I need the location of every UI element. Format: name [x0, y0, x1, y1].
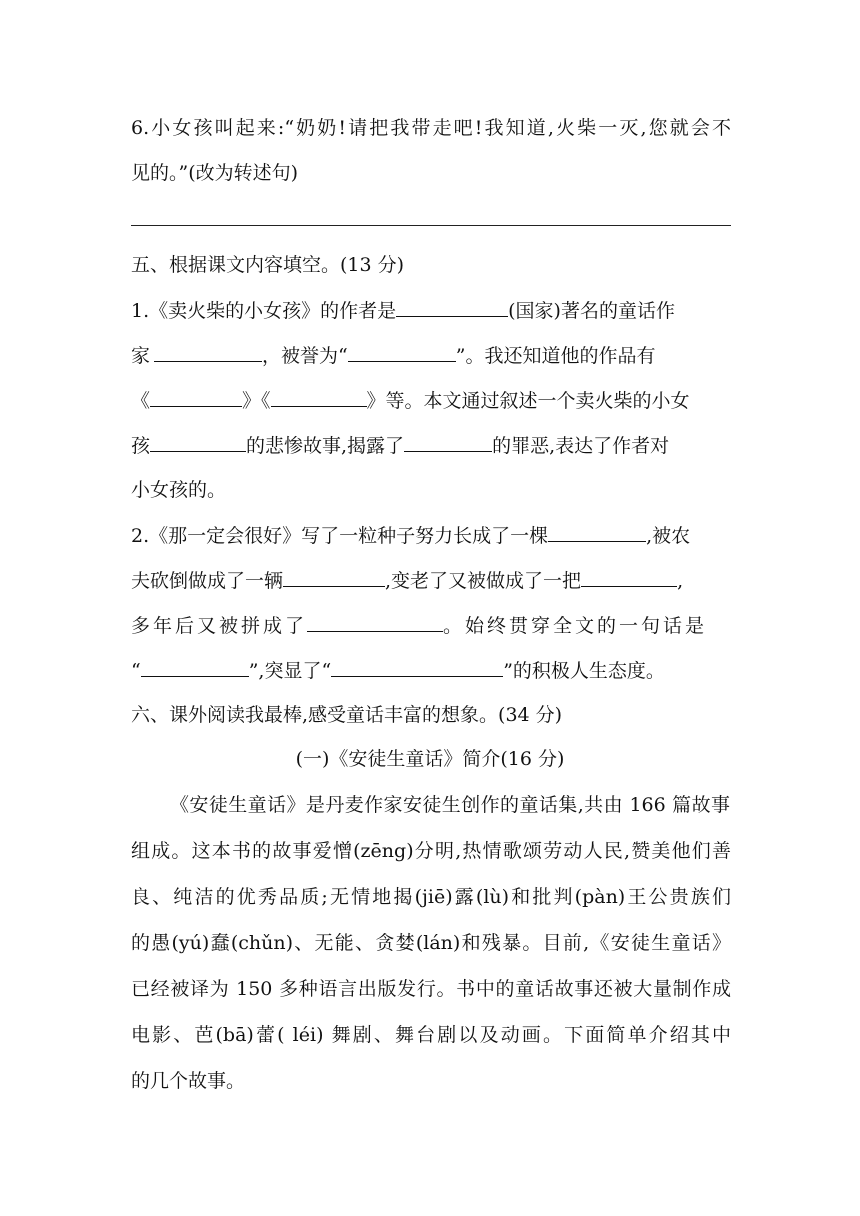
passage-line-4: 的愚(yú)蠢(chǔn)、无能、贪婪(lán)和残暴。目前,《安徒生童话》 [131, 932, 731, 954]
s5-q1-line4 [131, 433, 731, 458]
s5-q1-l2-text-c: ”。我还知道他的作品有 [455, 345, 656, 367]
s5-q2-l4-text-a: “ [131, 660, 141, 682]
s5-q2-l4-text-c: ”的积极人生态度。 [503, 660, 665, 682]
blank-author-country[interactable] [396, 298, 508, 317]
s5-q1-line2 [131, 343, 731, 368]
blank-vehicle[interactable] [283, 568, 385, 587]
s5-q1-l3-text-a: 《 [131, 390, 151, 412]
s5-q2-l1-text-a: 2.《那一定会很好》写了一粒种子努力长成了一棵 [131, 525, 549, 547]
s5-q1-l1-text-a: 1.《卖火柴的小女孩》的作者是 [131, 300, 397, 322]
s5-q2-l2-text-c: , [677, 570, 684, 592]
passage-line-3: 良、纯洁的优秀品质;无情地揭(jiē)露(lù)和批判(pàn)王公贵族们 [131, 886, 731, 908]
passage-line-5: 已经被译为 150 多种语言出版发行。书中的童话故事还被大量制作成 [131, 978, 731, 1000]
passage-line-7: 的几个故事。 [131, 1070, 246, 1092]
section6-title: 六、课外阅读我最棒,感受童话丰富的想象。(34 分) [131, 704, 563, 726]
s5-q1-l4-text-c: 的罪恶,表达了作者对 [492, 435, 670, 457]
blank-chair[interactable] [581, 568, 677, 587]
s5-q2-l3-text-b: 。始终贯穿全文的一句话是 [443, 615, 708, 637]
blank-girl-story[interactable] [150, 433, 246, 452]
s5-q1-l4-text-a: 孩 [131, 435, 151, 457]
passage-line-6: 电影、芭(bā)蕾( léi) 舞剧、舞台剧以及动画。下面简单介绍其中 [131, 1024, 731, 1046]
section6-subtitle: (一)《安徒生童话》简介(16 分) [295, 748, 565, 770]
s5-q1-l2-text-b: ，被誉为“ [262, 345, 348, 367]
blank-attitude[interactable] [331, 658, 503, 677]
q6-text-line1: 6.小女孩叫起来:“奶奶!请把我带走吧!我知道,火柴一灭,您就会不 [131, 117, 731, 139]
blank-author-title[interactable] [348, 343, 456, 362]
q6-text-line2: 见的。”(改为转述句) [131, 162, 299, 184]
s5-q2-l2-text-b: ,变老了又被做成了一把 [385, 570, 582, 592]
s5-q1-line5: 小女孩的。 [131, 479, 227, 501]
blank-exposed[interactable] [404, 433, 492, 452]
blank-work-1[interactable] [150, 388, 242, 407]
s5-q2-line1 [131, 523, 731, 548]
q6-answer-line[interactable] [131, 225, 731, 226]
s5-q2-l3-text-a: 多年后又被拼成了 [131, 615, 308, 637]
passage-line-2: 组成。这本书的故事爱憎(zēng)分明,热情歌颂劳动人民,赞美他们善 [131, 840, 731, 862]
s5-q1-l3-text-b: 》《 [242, 390, 271, 412]
blank-author-name[interactable] [154, 343, 262, 362]
s5-q2-line4 [131, 658, 731, 683]
s5-q2-l1-text-b: ,被农 [646, 525, 691, 547]
s5-q2-l2-text-a: 夫砍倒做成了一辆 [131, 570, 284, 592]
s5-q2-line3 [131, 613, 731, 638]
s5-q1-l2-text-a: 家 [131, 345, 151, 367]
s5-q1-line3 [131, 388, 731, 413]
s5-q1-l4-text-b: 的悲惨故事,揭露了 [246, 435, 405, 457]
blank-key-sentence[interactable] [141, 658, 249, 677]
s5-q2-line2 [131, 568, 731, 593]
section5-title: 五、根据课文内容填空。(13 分) [131, 254, 405, 276]
blank-pieced[interactable] [307, 613, 443, 632]
s5-q1-l1-text-b: (国家)著名的童话作 [508, 300, 675, 322]
passage-line-1: 《安徒生童话》是丹麦作家安徒生创作的童话集,共由 166 篇故事 [170, 794, 730, 816]
s5-q1-l3-text-c: 》等。本文通过叙述一个卖火柴的小女 [366, 390, 690, 412]
blank-work-2[interactable] [271, 388, 367, 407]
blank-tree[interactable] [548, 523, 646, 542]
s5-q1-line1 [131, 298, 731, 323]
s5-q2-l4-text-b: ”,突显了“ [248, 660, 332, 682]
